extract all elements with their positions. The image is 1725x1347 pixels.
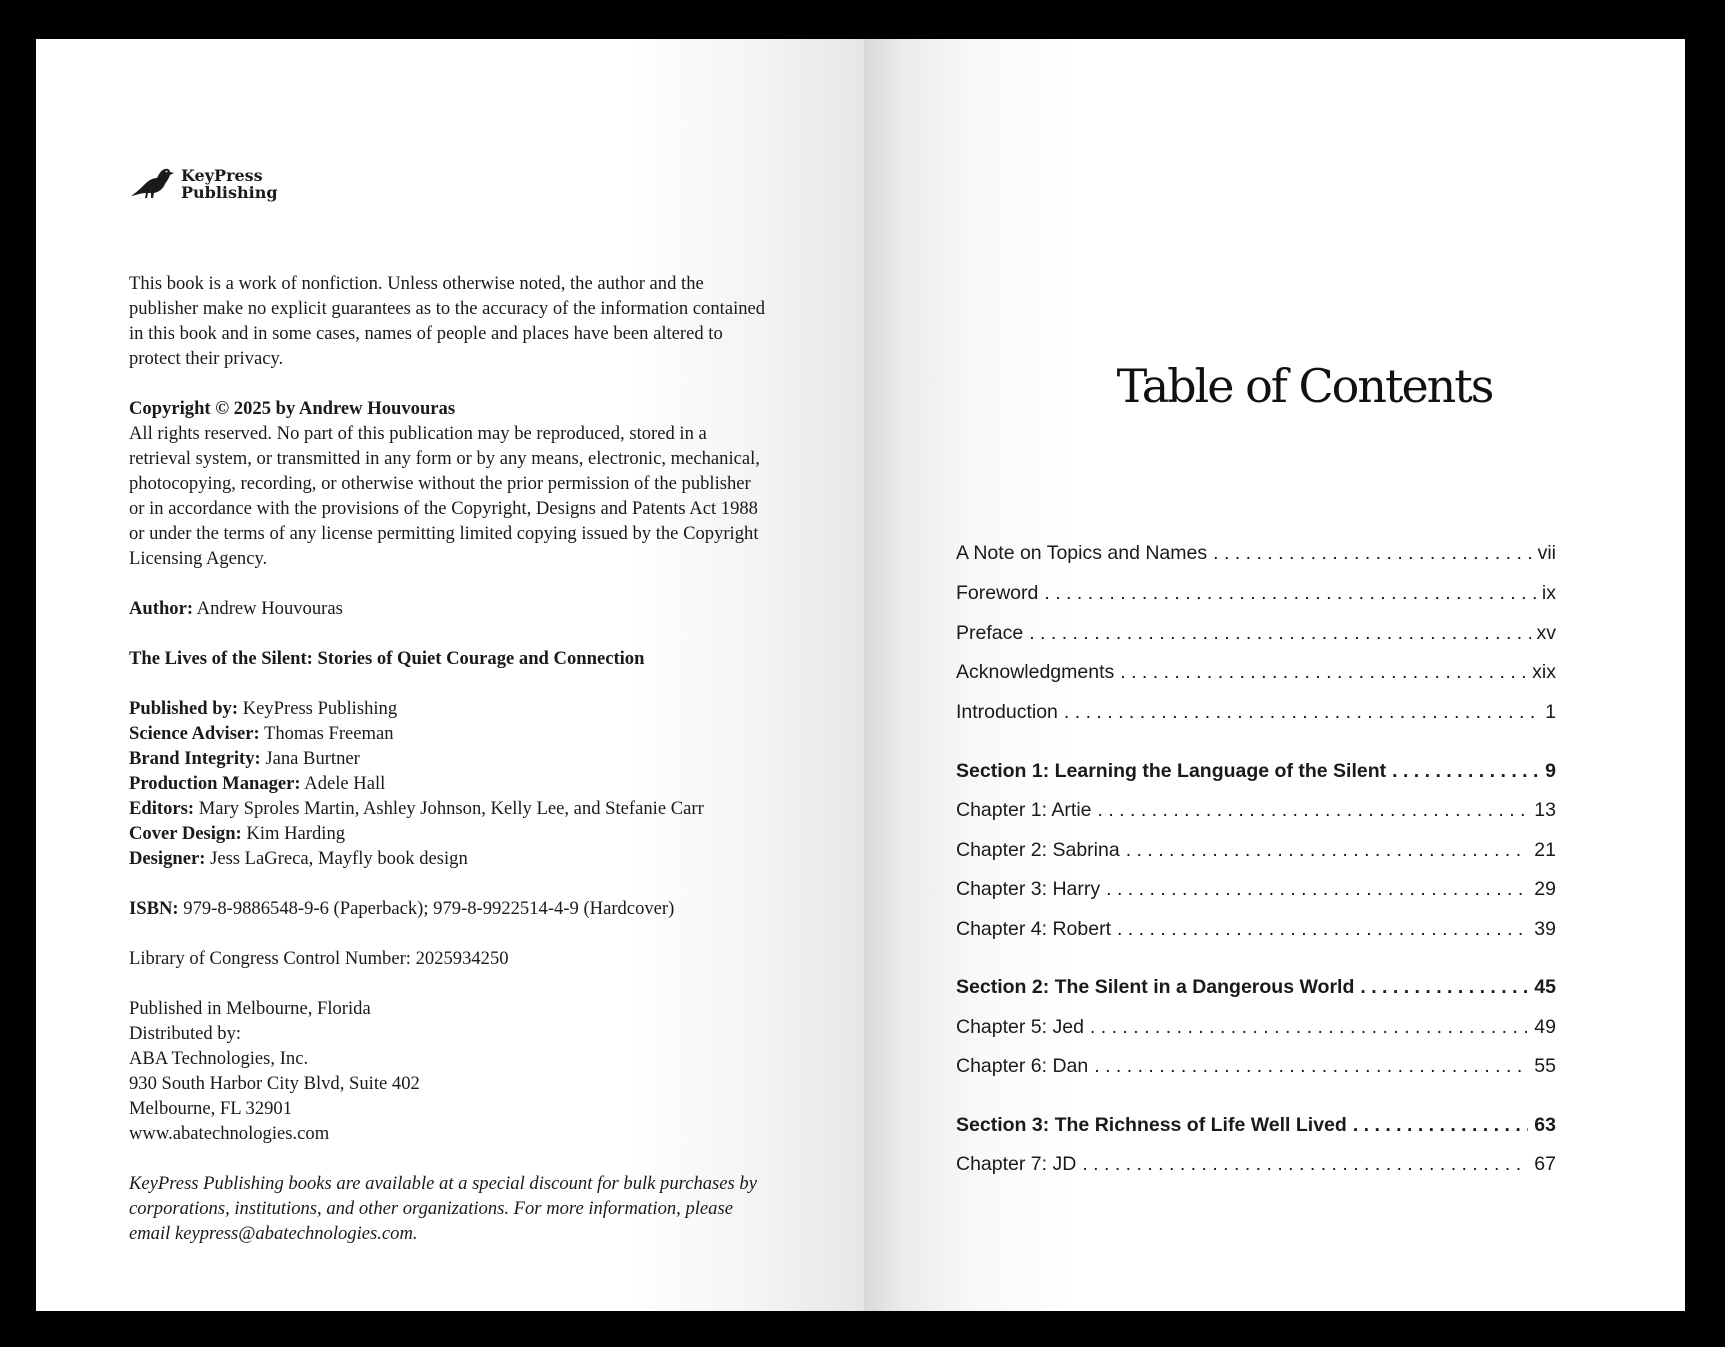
bulk-note bbox=[129, 1171, 769, 1246]
credit-line bbox=[129, 721, 769, 746]
isbn-value: 979-8-9886548-9-6 (Paperback); 979-8-9922514-4-9 (Hardcover) bbox=[183, 898, 675, 919]
credit-value: Mary Sproles Martin, Ashley Johnson, Kelly Lee, and Stefanie Carr bbox=[198, 798, 704, 819]
copyright-block bbox=[129, 396, 769, 571]
credit-line bbox=[129, 696, 769, 721]
loc-line: Library of Congress Control Number: 2025934250 bbox=[129, 948, 509, 969]
toc-entry-label: Chapter 1: Artie bbox=[956, 799, 1092, 821]
toc-entry-page: 55 bbox=[1534, 1055, 1556, 1077]
credit-label: Editors: bbox=[129, 798, 195, 819]
credit-label: Designer: bbox=[129, 848, 206, 869]
toc-section-entry bbox=[956, 760, 1556, 786]
logo-text bbox=[181, 167, 278, 201]
address-line: Distributed by: bbox=[129, 1023, 242, 1044]
credit-line bbox=[129, 846, 769, 871]
toc-entry-label: A Note on Topics and Names bbox=[956, 542, 1208, 564]
toc-entry-label: Section 1: Learning the Language of the Silent bbox=[956, 760, 1387, 782]
bulk-note-text: KeyPress Publishing books are available at a special discount for bulk purchases by corporations, institutions, and other organizations. For more information, please email keypress@abatechnologies.com. bbox=[129, 1173, 757, 1244]
copyright-heading: Copyright © 2025 by Andrew Houvouras bbox=[129, 398, 456, 419]
disclaimer-paragraph: This book is a work of nonfiction. Unless otherwise noted, the author and the publisher make no explicit guarantees as to the accuracy of the information contained in this book and in some cases, names of people and places have been altered to protect their privacy. bbox=[129, 273, 766, 369]
toc-entry-label: Chapter 2: Sabrina bbox=[956, 839, 1120, 861]
rights-statement: All rights reserved. No part of this publication may be reproduced, stored in a retrieval system, or transmitted in any form or by any means, electronic, mechanical, photocopying, recording, or otherwise without the prior permission of the publisher or in accordance with the provisions of the Copyright, Designs and Patents Act 1988 or under the terms of any license permitting limited copying issued by the Copyright Licensing Agency. bbox=[129, 423, 760, 569]
credit-line bbox=[129, 746, 769, 771]
toc-entry bbox=[956, 918, 1556, 944]
toc-section-entry bbox=[956, 1114, 1556, 1140]
toc-entry-page: ix bbox=[1541, 582, 1556, 604]
credit-label: Production Manager: bbox=[129, 773, 301, 794]
author-line bbox=[129, 596, 769, 621]
toc-entry-label: Foreword bbox=[956, 582, 1039, 604]
toc-entry-label: Chapter 5: Jed bbox=[956, 1016, 1084, 1038]
imprint-text bbox=[129, 271, 769, 1271]
toc-leader bbox=[1029, 622, 1530, 645]
toc-entry bbox=[956, 542, 1556, 568]
credit-label: Cover Design: bbox=[129, 823, 242, 844]
toc-leader bbox=[1360, 976, 1528, 999]
credit-label: Science Adviser: bbox=[129, 723, 260, 744]
toc-leader bbox=[1044, 582, 1536, 605]
toc-entry bbox=[956, 701, 1556, 727]
publisher-logo bbox=[129, 164, 278, 204]
credit-line bbox=[129, 771, 769, 796]
credits-block bbox=[129, 696, 769, 871]
toc-leader bbox=[1106, 878, 1528, 901]
address-block bbox=[129, 996, 769, 1146]
toc-leader bbox=[1117, 918, 1528, 941]
toc-entry bbox=[956, 799, 1556, 825]
toc-leader bbox=[1120, 661, 1526, 684]
toc-entry-page: vii bbox=[1537, 542, 1556, 564]
author-label: Author: bbox=[129, 598, 194, 619]
website-link: www.abatechnologies.com bbox=[129, 1123, 330, 1144]
credit-value: Jess LaGreca, Mayfly book design bbox=[210, 848, 468, 869]
toc-leader bbox=[1126, 839, 1529, 862]
toc-entry bbox=[956, 1055, 1556, 1081]
toc-leader bbox=[1064, 701, 1539, 724]
address-line: 930 South Harbor City Blvd, Suite 402 bbox=[129, 1073, 420, 1094]
toc-entry-page: xix bbox=[1532, 661, 1556, 683]
toc-entry-page: 9 bbox=[1545, 760, 1556, 782]
toc-entry-label: Chapter 4: Robert bbox=[956, 918, 1112, 940]
toc-entry bbox=[956, 878, 1556, 904]
toc-leader bbox=[1094, 1055, 1528, 1078]
toc-entry-label: Section 3: The Richness of Life Well Lived bbox=[956, 1114, 1347, 1136]
toc-title: Table of Contents bbox=[1116, 359, 1493, 413]
toc-leader bbox=[1213, 542, 1531, 565]
toc-entry-page: 67 bbox=[1534, 1153, 1556, 1175]
credit-value: Thomas Freeman bbox=[263, 723, 394, 744]
toc-entry bbox=[956, 661, 1556, 687]
book-title: The Lives of the Silent: Stories of Quiet Courage and Connection bbox=[129, 648, 645, 669]
toc-entry-label: Chapter 6: Dan bbox=[956, 1055, 1089, 1077]
toc-section-entry bbox=[956, 976, 1556, 1002]
credit-label: Brand Integrity: bbox=[129, 748, 261, 769]
credit-value: Adele Hall bbox=[304, 773, 386, 794]
toc-leader bbox=[1353, 1114, 1528, 1137]
toc-entry-label: Preface bbox=[956, 622, 1024, 644]
logo-line1: KeyPress bbox=[181, 166, 263, 185]
toc-entry-label: Chapter 3: Harry bbox=[956, 878, 1101, 900]
toc-entry-page: 45 bbox=[1534, 976, 1556, 998]
toc-entry bbox=[956, 1153, 1556, 1179]
toc-entry bbox=[956, 1016, 1556, 1042]
book-title-line bbox=[129, 646, 769, 671]
toc-entry-page: 39 bbox=[1534, 918, 1556, 940]
toc-entry bbox=[956, 622, 1556, 648]
toc-entry-page: 29 bbox=[1534, 878, 1556, 900]
isbn-line bbox=[129, 896, 769, 921]
toc-entry-page: 1 bbox=[1545, 701, 1556, 723]
credit-value: Kim Harding bbox=[246, 823, 346, 844]
toc-entry-label: Introduction bbox=[956, 701, 1058, 723]
address-line: Melbourne, FL 32901 bbox=[129, 1098, 293, 1119]
copyright-page bbox=[36, 39, 864, 1311]
isbn-label: ISBN: bbox=[129, 898, 179, 919]
toc-entry-label: Acknowledgments bbox=[956, 661, 1115, 683]
toc-entry-label: Section 2: The Silent in a Dangerous World bbox=[956, 976, 1355, 998]
toc-entry-page: xv bbox=[1536, 622, 1556, 644]
toc-entry-page: 49 bbox=[1534, 1016, 1556, 1038]
toc-leader bbox=[1098, 799, 1529, 822]
toc-entry bbox=[956, 582, 1556, 608]
toc-entry-label: Chapter 7: JD bbox=[956, 1153, 1077, 1175]
address-line: Published in Melbourne, Florida bbox=[129, 998, 371, 1019]
credit-label: Published by: bbox=[129, 698, 239, 719]
toc-leader bbox=[1082, 1153, 1528, 1176]
credit-value: Jana Burtner bbox=[265, 748, 360, 769]
pigeon-icon bbox=[129, 164, 177, 204]
address-line: ABA Technologies, Inc. bbox=[129, 1048, 309, 1069]
credit-line bbox=[129, 821, 769, 846]
logo-line2: Publishing bbox=[181, 183, 278, 202]
toc-entry-page: 63 bbox=[1534, 1114, 1556, 1136]
credit-value: KeyPress Publishing bbox=[242, 698, 398, 719]
toc-leader bbox=[1090, 1016, 1528, 1039]
toc-leader bbox=[1392, 760, 1539, 783]
author-name: Andrew Houvouras bbox=[196, 598, 343, 619]
toc-entry-page: 13 bbox=[1534, 799, 1556, 821]
toc-entry-page: 21 bbox=[1534, 839, 1556, 861]
credit-line bbox=[129, 796, 769, 821]
toc-entry bbox=[956, 839, 1556, 865]
